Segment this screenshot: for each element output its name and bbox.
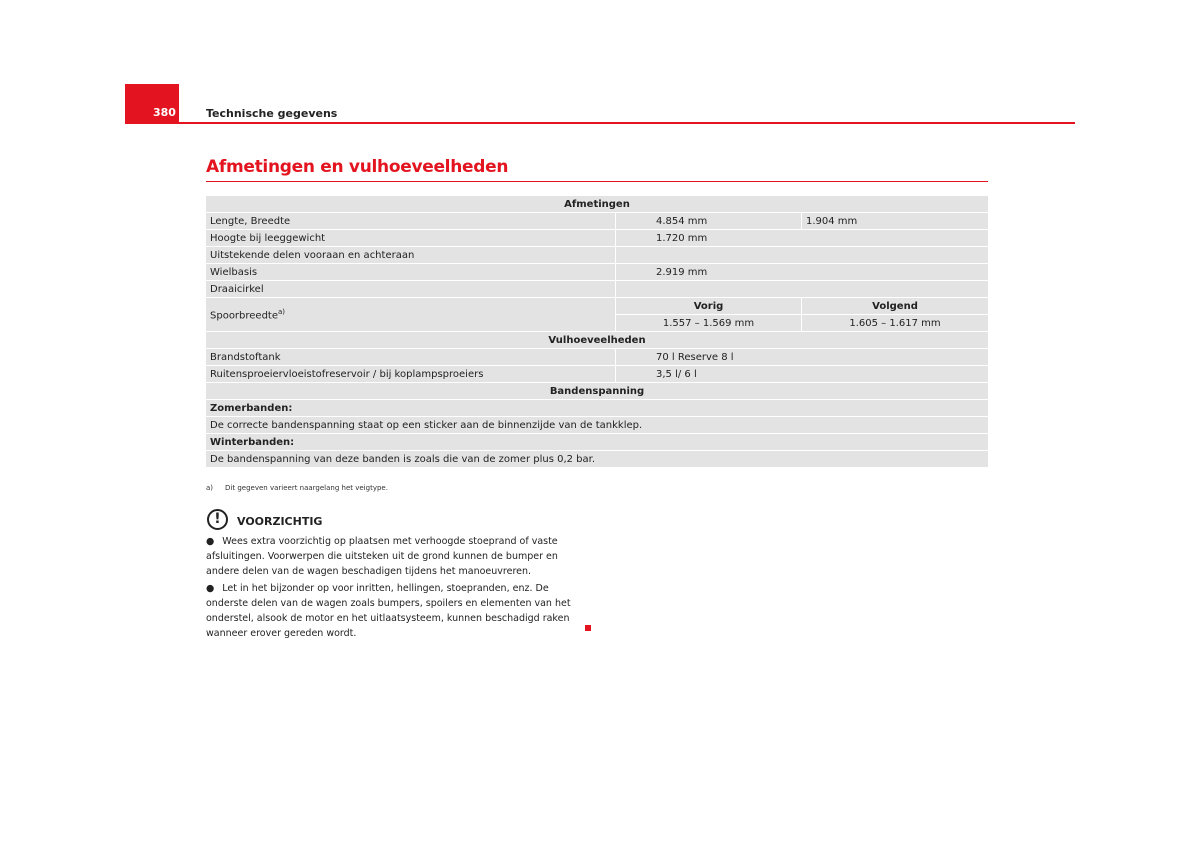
row-label: Ruitensproeiervloeistofreservoir / bij koplampsproeiers (206, 366, 616, 383)
table-row (206, 400, 988, 417)
section-title: Afmetingen en vulhoeveelheden (206, 157, 509, 177)
table-header-row (206, 196, 988, 213)
table-row (206, 451, 988, 468)
table-row (206, 366, 988, 383)
bandenspanning-header: Bandenspanning (206, 383, 988, 400)
vorig-header: Vorig (616, 298, 802, 315)
table-header-row (206, 383, 988, 400)
volgend-value: 1.605 – 1.617 mm (802, 315, 988, 332)
row-value: 1.720 mm (616, 230, 988, 247)
footnote-ref: a) (278, 307, 286, 316)
vulhoeveelheden-header: Vulhoeveelheden (206, 332, 988, 349)
table-row (206, 230, 988, 247)
table-row (206, 247, 988, 264)
winterbanden-text: De bandenspanning van deze banden is zoals die van de zomer plus 0,2 bar. (206, 451, 988, 468)
table-row (206, 264, 988, 281)
caution-title: VOORZICHTIG (237, 515, 323, 528)
footnote (206, 484, 388, 492)
row-value-2: 1.904 mm (802, 213, 988, 230)
caution-bullet-text: Let in het bijzonder op voor inritten, hellingen, stoepranden, enz. De onderste delen van de wagen zoals bumpers, spoilers en elementen van het onderstel, alsook de motor en het uitlaatsysteem, kunnen beschadigd raken wanneer erover gereden wordt. (206, 583, 571, 639)
footnote-mark: a) (206, 484, 214, 492)
spoorbreedte-text: Spoorbreedte (210, 310, 279, 322)
table-row (206, 213, 988, 230)
row-value (616, 247, 988, 264)
row-label: Wielbasis (206, 264, 616, 281)
row-value: 70 l Reserve 8 l (616, 349, 988, 366)
volgend-header: Volgend (802, 298, 988, 315)
row-label: Uitstekende delen vooraan en achteraan (206, 247, 616, 264)
section-end-marker (585, 625, 591, 631)
table-row (206, 434, 988, 451)
bullet-icon: ● (206, 536, 215, 547)
section-rule (206, 181, 988, 182)
footnote-text: Dit gegeven varieert naargelang het veigtype. (225, 484, 388, 492)
page-number: 380 (153, 106, 176, 119)
table-row (206, 298, 988, 315)
bullet-icon: ● (206, 583, 215, 594)
table-row (206, 417, 988, 434)
row-label: Draaicirkel (206, 281, 616, 298)
spec-table (206, 196, 988, 468)
afmetingen-header: Afmetingen (206, 196, 988, 213)
caution-bullet (206, 581, 586, 641)
chapter-title: Technische gegevens (206, 107, 338, 120)
row-value (616, 281, 988, 298)
row-value: 2.919 mm (616, 264, 988, 281)
zomerbanden-text: De correcte bandenspanning staat op een sticker aan de binnenzijde van de tankklep. (206, 417, 988, 434)
row-label: Lengte, Breedte (206, 213, 616, 230)
vorig-value: 1.557 – 1.569 mm (616, 315, 802, 332)
table-header-row (206, 332, 988, 349)
row-label: Brandstoftank (206, 349, 616, 366)
spoorbreedte-label (206, 298, 616, 332)
caution-body (206, 534, 586, 643)
row-value: 3,5 l/ 6 l (616, 366, 988, 383)
table-row (206, 281, 988, 298)
caution-bullet-text: Wees extra voorzichtig op plaatsen met verhoogde stoeprand of vaste afsluitingen. Voorwerpen die uitsteken uit de grond kunnen de bumper en andere delen van de wagen beschadigen tijdens het manoeuvreren. (206, 536, 558, 577)
caution-bullet (206, 534, 586, 579)
zomerbanden-label: Zomerbanden: (206, 400, 988, 417)
row-label: Hoogte bij leeggewicht (206, 230, 616, 247)
table-row (206, 349, 988, 366)
exclamation-circle-icon: ! (207, 509, 228, 530)
header-rule (125, 122, 1075, 124)
winterbanden-label: Winterbanden: (206, 434, 988, 451)
row-value: 4.854 mm (616, 213, 802, 230)
